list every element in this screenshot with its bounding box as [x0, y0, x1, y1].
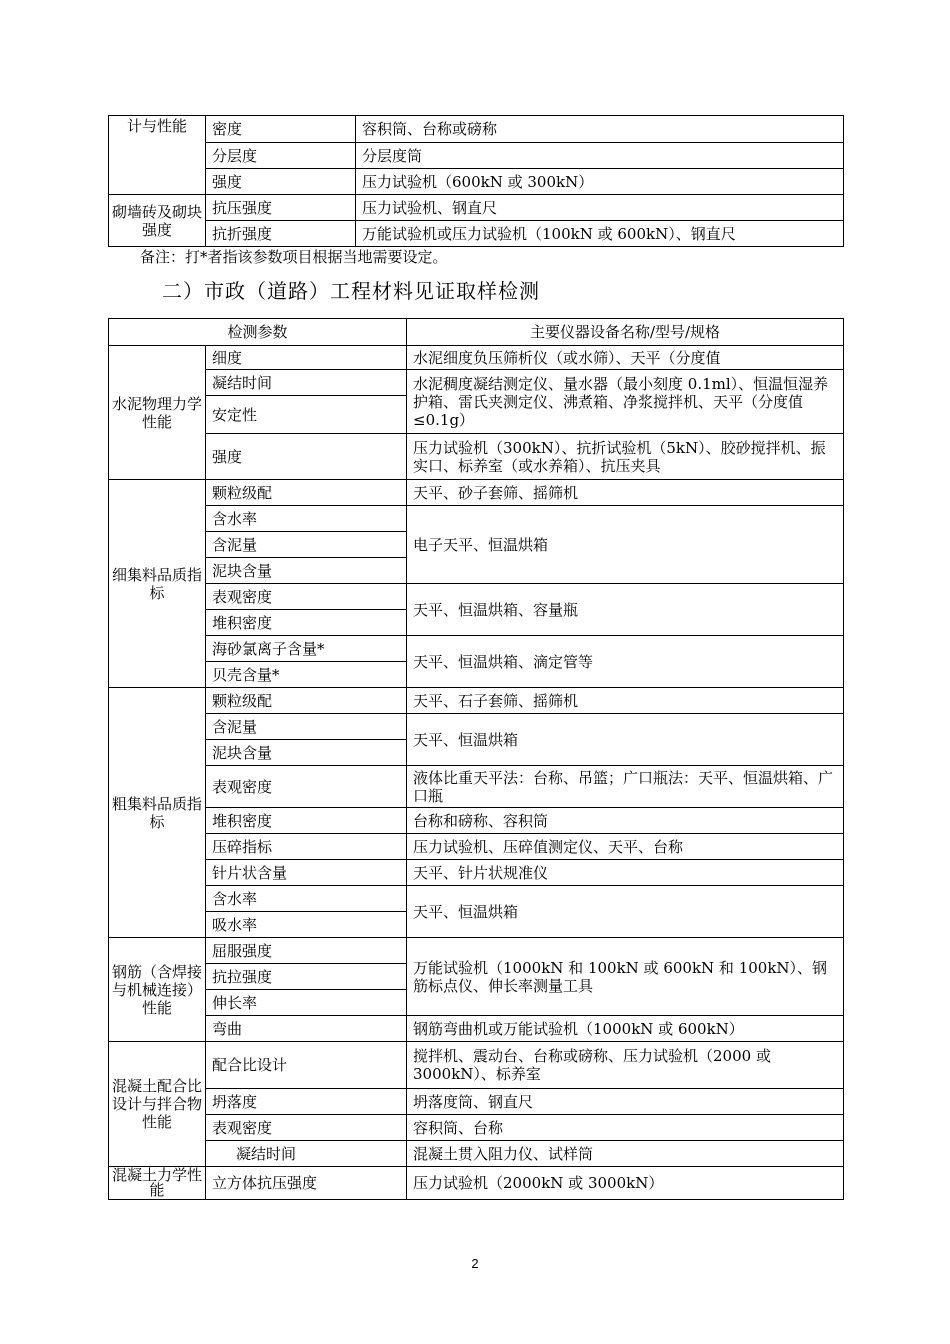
header-equipment: 主要仪器设备名称/型号/规格 — [407, 319, 844, 346]
table-row — [109, 221, 844, 247]
equipment-cell: 万能试验机（1000kN 和 100kN 或 600kN 和 100kN）、钢筋标点仪、伸长率测量工具 — [407, 938, 844, 1016]
param-cell: 贝壳含量* — [206, 662, 407, 688]
category-cell: 钢筋（含焊接与机械连接）性能 — [109, 938, 206, 1042]
equipment-cell: 水泥稠度凝结测定仪、量水器（最小刻度 0.1ml）、恒温恒湿养护箱、雷氏夹测定仪、沸煮箱、净浆搅拌机、天平（分度值≤0.1g） — [407, 370, 844, 434]
table-row — [109, 808, 844, 834]
param-cell: 堆积密度 — [206, 610, 407, 636]
param-cell: 强度 — [206, 169, 356, 195]
section-heading: 二）市政（道路）工程材料见证取样检测 — [162, 279, 540, 303]
table-row — [109, 370, 844, 396]
equipment-cell: 天平、恒温烘箱 — [407, 886, 844, 938]
table-row — [109, 714, 844, 740]
equipment-cell: 液体比重天平法：台称、吊篮；广口瓶法：天平、恒温烘箱、广口瓶 — [407, 766, 844, 808]
equipment-cell: 压力试验机、压碎值测定仪、天平、台称 — [407, 834, 844, 860]
param-cell: 表观密度 — [206, 1115, 407, 1141]
equipment-cell: 混凝土贯入阻力仪、试样筒 — [407, 1141, 844, 1167]
param-cell: 凝结时间 — [206, 370, 407, 396]
category-cell: 混凝土配合比设计与拌合物性能 — [109, 1042, 206, 1167]
table-row — [109, 143, 844, 169]
table-row — [109, 688, 844, 714]
category-cell: 混凝土力学性能 — [109, 1167, 206, 1200]
table-row — [109, 1141, 844, 1167]
table-row — [109, 480, 844, 506]
equipment-cell: 压力试验机（300kN）、抗折试验机（5kN）、胶砂搅拌机、振实口、标养室（或水养箱）、抗压夹具 — [407, 434, 844, 480]
table-row — [109, 766, 844, 808]
param-cell: 弯曲 — [206, 1016, 407, 1042]
equipment-cell: 压力试验机（2000kN 或 3000kN） — [407, 1167, 844, 1200]
param-cell: 安定性 — [206, 396, 407, 434]
table-row — [109, 169, 844, 195]
category-cell: 计与性能 — [109, 116, 206, 195]
category-cell: 砌墙砖及砌块强度 — [109, 195, 206, 247]
category-cell: 水泥物理力学性能 — [109, 346, 206, 480]
table-row — [109, 1016, 844, 1042]
equipment-cell: 分层度筒 — [356, 143, 844, 169]
table-row — [109, 346, 844, 370]
param-cell: 吸水率 — [206, 912, 407, 938]
equipment-cell: 天平、砂子套筛、摇筛机 — [407, 480, 844, 506]
table-row — [109, 938, 844, 964]
param-cell: 表观密度 — [206, 584, 407, 610]
equipment-cell: 天平、石子套筛、摇筛机 — [407, 688, 844, 714]
param-cell: 堆积密度 — [206, 808, 407, 834]
equipment-cell: 钢筋弯曲机或万能试验机（1000kN 或 600kN） — [407, 1016, 844, 1042]
param-cell: 含水率 — [206, 506, 407, 532]
param-cell: 分层度 — [206, 143, 356, 169]
param-cell: 伸长率 — [206, 990, 407, 1016]
upper-table — [108, 115, 844, 247]
param-cell: 颗粒级配 — [206, 688, 407, 714]
param-cell: 抗压强度 — [206, 195, 356, 221]
equipment-cell: 容积筒、台称或磅称 — [356, 116, 844, 143]
equipment-cell: 容积筒、台称 — [407, 1115, 844, 1141]
table-row — [109, 1042, 844, 1089]
param-cell: 泥块含量 — [206, 740, 407, 766]
param-cell: 强度 — [206, 434, 407, 480]
table-row — [109, 584, 844, 610]
equipment-cell: 坍落度筒、钢直尺 — [407, 1089, 844, 1115]
param-cell: 含泥量 — [206, 714, 407, 740]
table-header-row — [109, 319, 844, 346]
param-cell: 配合比设计 — [206, 1042, 407, 1089]
param-cell: 坍落度 — [206, 1089, 407, 1115]
param-cell: 屈服强度 — [206, 938, 407, 964]
equipment-cell: 天平、恒温烘箱 — [407, 714, 844, 766]
equipment-cell: 天平、针片状规准仪 — [407, 860, 844, 886]
category-cell: 粗集料品质指标 — [109, 688, 206, 938]
equipment-cell: 水泥细度负压筛析仪（或水筛）、天平（分度值 — [407, 346, 844, 370]
equipment-cell: 压力试验机、钢直尺 — [356, 195, 844, 221]
table-row — [109, 1167, 844, 1200]
param-cell: 泥块含量 — [206, 558, 407, 584]
equipment-cell: 搅拌机、震动台、台称或磅称、压力试验机（2000 或 3000kN）、标养室 — [407, 1042, 844, 1089]
equipment-cell: 天平、恒温烘箱、容量瓶 — [407, 584, 844, 636]
param-cell: 细度 — [206, 346, 407, 370]
param-cell: 海砂氯离子含量* — [206, 636, 407, 662]
param-cell: 抗拉强度 — [206, 964, 407, 990]
param-cell: 抗折强度 — [206, 221, 356, 247]
header-param: 检测参数 — [109, 319, 407, 346]
param-cell: 压碎指标 — [206, 834, 407, 860]
param-cell: 凝结时间 — [206, 1141, 407, 1167]
table-row — [109, 636, 844, 662]
table-row — [109, 506, 844, 532]
table-row — [109, 116, 844, 143]
table-row — [109, 1089, 844, 1115]
table-row — [109, 434, 844, 480]
param-cell: 颗粒级配 — [206, 480, 407, 506]
equipment-cell: 电子天平、恒温烘箱 — [407, 506, 844, 584]
param-cell: 密度 — [206, 116, 356, 143]
table-row — [109, 834, 844, 860]
municipal-testing-table — [108, 318, 844, 1200]
param-cell: 立方体抗压强度 — [206, 1167, 407, 1200]
equipment-cell: 压力试验机（600kN 或 300kN） — [356, 169, 844, 195]
param-cell: 含水率 — [206, 886, 407, 912]
param-cell: 含泥量 — [206, 532, 407, 558]
table-row — [109, 860, 844, 886]
category-cell: 细集料品质指标 — [109, 480, 206, 688]
table-row — [109, 886, 844, 912]
footnote: 备注：打*者指该参数项目根据当地需要设定。 — [140, 248, 448, 266]
table-row — [109, 1115, 844, 1141]
equipment-cell: 天平、恒温烘箱、滴定管等 — [407, 636, 844, 688]
equipment-cell: 万能试验机或压力试验机（100kN 或 600kN）、钢直尺 — [356, 221, 844, 247]
page-number: 2 — [471, 1256, 479, 1271]
param-cell: 表观密度 — [206, 766, 407, 808]
param-cell: 针片状含量 — [206, 860, 407, 886]
equipment-cell: 台称和磅称、容积筒 — [407, 808, 844, 834]
table-row — [109, 195, 844, 221]
